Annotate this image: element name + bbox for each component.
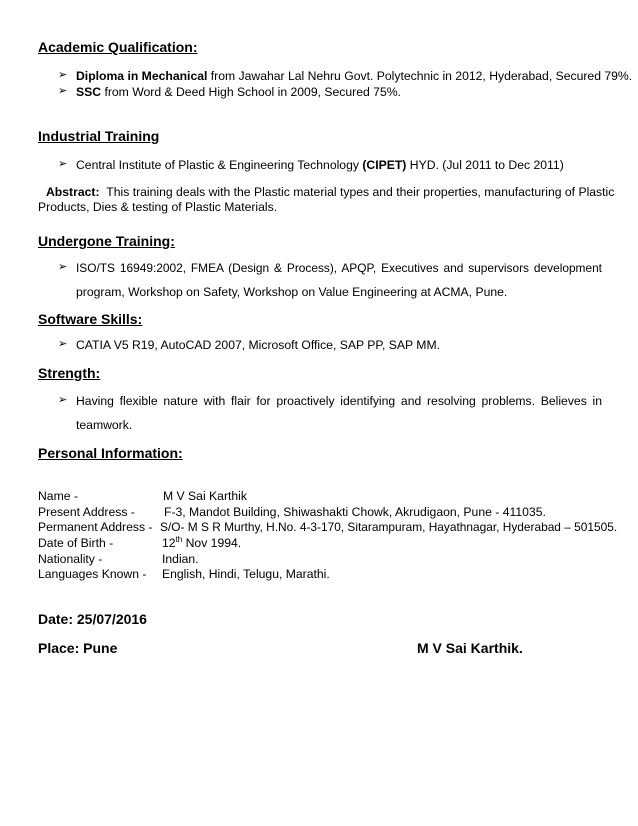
software-text: CATIA V5 R19, AutoCAD 2007, Microsoft Office, SAP PP, SAP MM. — [76, 338, 440, 352]
strength-heading: Strength: — [38, 365, 101, 381]
place-line: Place: Pune — [38, 640, 118, 656]
permanent-address-label: Permanent Address - — [38, 520, 153, 534]
arrowhead-bullet-icon: ➢ — [58, 158, 68, 170]
arrowhead-bullet-icon: ➢ — [58, 85, 68, 97]
languages-label: Languages Known - — [38, 567, 147, 581]
present-address-value: F-3, Mandot Building, Shiwashakti Chowk, Akrudigaon, Pune - 411035. — [164, 505, 546, 519]
abstract-text-1: This training deals with the Plastic material types and their properties, manufacturing of Plastic — [106, 185, 615, 199]
dob-day: 12 — [162, 536, 176, 550]
signature-name: M V Sai Karthik. — [417, 640, 523, 656]
dob-rest: Nov 1994. — [182, 536, 242, 550]
strength-line-1: Having flexible nature with flair for proactively identifying and resolving problems. Believes in — [76, 394, 602, 408]
cipet-pre: Central Institute of Plastic & Engineering Technology — [76, 158, 363, 172]
undergone-line-1: ISO/TS 16949:2002, FMEA (Design & Process), APQP, Executives and supervisors development — [76, 261, 602, 275]
dob-label: Date of Birth - — [38, 536, 114, 550]
arrowhead-bullet-icon: ➢ — [58, 394, 68, 406]
present-address-label: Present Address - — [38, 505, 135, 519]
industrial-heading: Industrial Training — [38, 128, 160, 144]
cipet-post: HYD. (Jul 2011 to Dec 2011) — [406, 158, 564, 172]
arrowhead-bullet-icon: ➢ — [58, 69, 68, 81]
languages-value: English, Hindi, Telugu, Marathi. — [162, 567, 330, 581]
software-heading: Software Skills: — [38, 311, 143, 327]
undergone-item — [58, 261, 602, 277]
date-line: Date: 25/07/2016 — [38, 611, 147, 627]
academic-heading: Academic Qualification: — [38, 39, 198, 55]
cipet-acronym: (CIPET) — [362, 158, 407, 172]
ssc-detail: from Word & Deed High School in 2009, Secured 75%. — [101, 85, 401, 99]
arrowhead-bullet-icon: ➢ — [58, 261, 68, 273]
ssc-label: SSC — [76, 85, 102, 99]
strength-line-2: teamwork. — [76, 418, 133, 432]
abstract-text-2: Products, Dies & testing of Plastic Materials. — [38, 200, 278, 214]
abstract-label: Abstract: — [46, 185, 100, 199]
undergone-line-2: program, Workshop on Safety, Workshop on Value Engineering at ACMA, Pune. — [76, 285, 508, 299]
nationality-value: Indian. — [162, 552, 199, 566]
personal-heading: Personal Information: — [38, 445, 183, 461]
arrowhead-bullet-icon: ➢ — [58, 338, 68, 350]
name-label: Name - — [38, 489, 78, 503]
abstract-line-1 — [46, 185, 614, 200]
nationality-label: Nationality - — [38, 552, 103, 566]
diploma-label: Diploma in Mechanical — [76, 69, 208, 83]
permanent-address-value: S/O- M S R Murthy, H.No. 4-3-170, Sitarampuram, Hayathnagar, Hyderabad – 501505. — [160, 520, 618, 534]
strength-item — [58, 394, 602, 410]
undergone-heading: Undergone Training: — [38, 233, 175, 249]
dob-suffix: th — [175, 534, 183, 544]
dob-value — [162, 536, 241, 551]
diploma-detail: from Jawahar Lal Nehru Govt. Polytechnic in 2012, Hyderabad, Secured 79%. — [207, 69, 633, 83]
name-value: M V Sai Karthik — [163, 489, 247, 503]
